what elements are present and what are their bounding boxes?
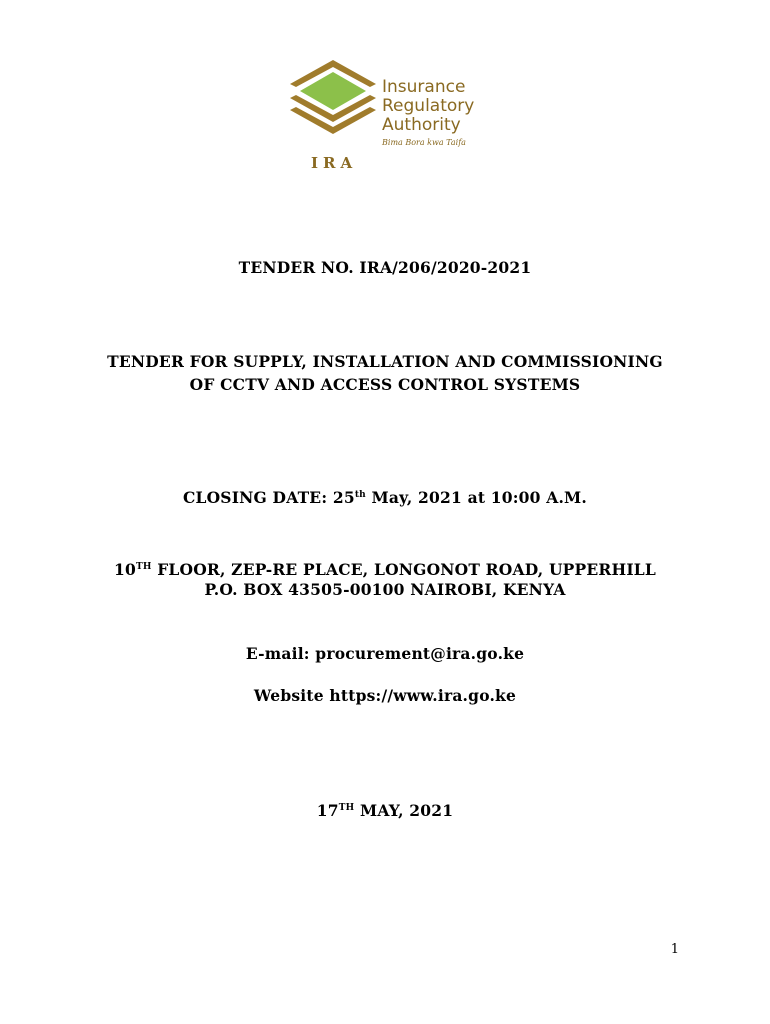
logo-line-authority: Authority [382, 115, 461, 135]
closing-date-suffix: May, 2021 at 10:00 A.M. [365, 488, 588, 507]
closing-date-ordinal: th [354, 489, 366, 500]
document-date-rest: MAY, 2021 [354, 801, 454, 820]
page-number: 1 [670, 942, 679, 957]
email-line: E-mail: procurement@ira.go.ke [245, 644, 525, 663]
tender-title-line-2: OF CCTV AND ACCESS CONTROL SYSTEMS [189, 375, 581, 394]
ira-diamond-logo-icon [288, 58, 378, 158]
address-street: FLOOR, ZEP-RE PLACE, LONGONOT ROAD, UPPERHILL [151, 560, 656, 579]
logo-tagline: Bima Bora kwa Taifa [382, 138, 466, 147]
address-line-1 [0, 560, 770, 579]
logo-wordmark [382, 78, 474, 135]
tender-number: TENDER NO. IRA/206/2020-2021 [238, 258, 532, 277]
closing-date [0, 488, 770, 507]
logo-line-insurance: Insurance [382, 77, 466, 97]
ira-logo [288, 58, 488, 178]
tender-title-line-1: TENDER FOR SUPPLY, INSTALLATION AND COMMISSIONING [107, 352, 663, 371]
document-date [0, 801, 770, 820]
address-floor-ordinal: TH [136, 561, 152, 572]
website-line: Website https://www.ira.go.ke [253, 686, 517, 705]
logo-abbreviation: IRA [311, 154, 358, 172]
document-date-day: 17 [316, 801, 339, 820]
address-line-2: P.O. BOX 43505-00100 NAIROBI, KENYA [204, 580, 566, 599]
logo-line-regulatory: Regulatory [382, 96, 475, 116]
document-date-ordinal: TH [338, 802, 355, 813]
address-floor-number: 10 [114, 560, 136, 579]
closing-date-prefix: CLOSING DATE: 25 [182, 488, 355, 507]
